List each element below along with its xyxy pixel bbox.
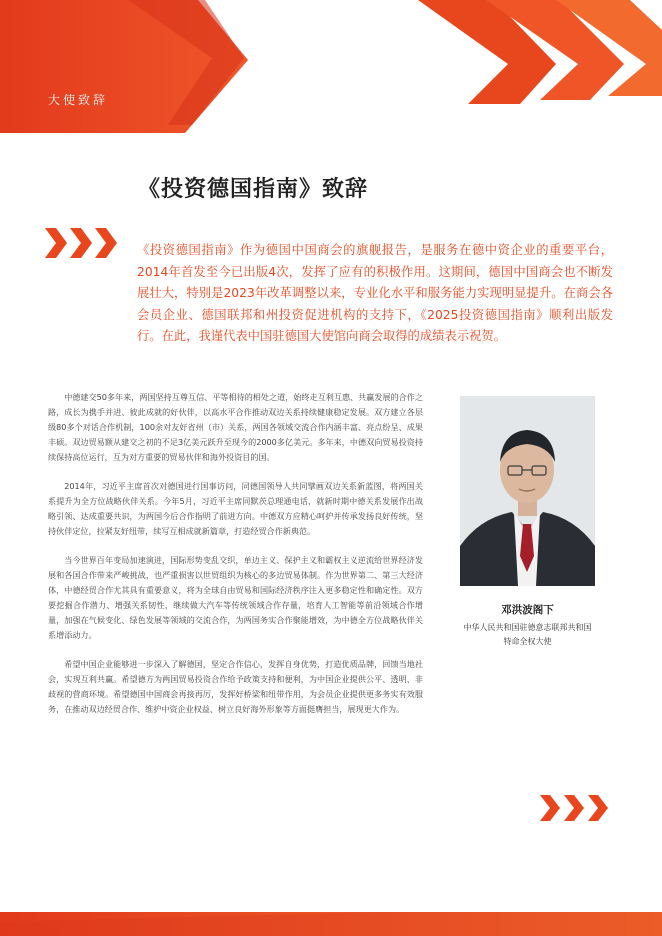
page-title: 《投资德国指南》致辞 [138, 177, 369, 202]
body-paragraph: 当今世界百年变局加速演进，国际形势变乱交织，单边主义、保护主义和霸权主义逆流给世界经济发展和各国合作带来严峻挑战，也严重损害以世贸组织为核心的多边贸易体制。作为世界第二、第三大经济体，中德经贸合作尤其具有重要意义，将为全球自由贸易和国际经济秩序注入更多稳定性和确定性。双方要挖掘合作潜力、增强关系韧性，继续做大汽车等传统领域合作存量，培育人工智能等前沿领域合作增量，加强在气候变化、绿色发展等领域的交流合作，为两国务实合作聚能增效，为中德全方位战略伙伴关系增添动力。 [48, 555, 423, 640]
body-paragraph: 中德建交50多年来，两国坚持互尊互信、平等相待的相处之道，始终走互利互惠、共赢发展的合作之路，成长为携手并进、彼此成就的好伙伴，以高水平合作推动双边关系持续健康稳定发展。双方建立各层级80多个对话合作机制，100余对友好省州（市）关系，两国各领域交流合作内涵丰富、亮点纷呈、成果丰硕。双边贸易额从建交之初的不足3亿美元跃升至现今的2000多亿美元。多年来，中德双向贸易投资持续保持高位运行，互为对方重要的贸易伙伴和海外投资目的国。 [48, 392, 423, 462]
ambassador-portrait [460, 396, 595, 586]
body-paragraph: 2014年，习近平主席首次对德国进行国事访问，同德国领导人共同擘画双边关系新蓝图，将两国关系提升为全方位战略伙伴关系。今年5月，习近平主席同默茨总理通电话，就新时期中德关系发展作出战略引领、达成重要共识，为两国今后合作指明了前进方向。中德双方应精心呵护并传承发扬良好传统，坚持伙伴定位，拉紧友好纽带，续写互相成就新篇章，打造经贸合作新典范。 [48, 481, 423, 536]
ambassador-title-line: 中华人民共和国驻德意志联邦共和国 [463, 623, 592, 632]
ambassador-name: 邓洪波阁下 [501, 604, 554, 616]
header-banner [0, 0, 662, 140]
chevron-arrows-icon [540, 795, 614, 821]
body-text [48, 390, 423, 731]
section-label: 大使致辞 [48, 93, 109, 107]
header-decoration [0, 0, 662, 140]
chevron-arrows-icon [45, 228, 125, 258]
body-paragraph: 希望中国企业能够进一步深入了解德国，坚定合作信心，发挥自身优势，打造优质品牌，回馈当地社会，实现互利共赢。希望德方为两国贸易投资合作给予政策支持和便利，为中国企业提供公平、透明、非歧视的营商环境。希望德国中国商会再接再厉，发挥好桥梁和纽带作用，为会员企业提供更多务实有效服务，在推动双边经贸合作、维护中资企业权益、树立良好海外形象等方面挺膺担当，展现更大作为。 [48, 659, 423, 714]
footer-band [0, 912, 662, 936]
ambassador-title [450, 621, 605, 649]
portrait-image [460, 396, 595, 586]
intro-paragraph: 《投资德国指南》作为德国中国商会的旗舰报告，是服务在德中资企业的重要平台，2014年首发至今已出版4次，发挥了应有的积极作用。这期间，德国中国商会也不断发展壮大，特别是2023年改革调整以来，专业化水平和服务能力实现明显提升。在商会各会员企业、德国联邦和州投资促进机构的支持下，《2025投资德国指南》顺利出版发行。在此，我谨代表中国驻德国大使馆向商会取得的成绩表示祝贺。 [137, 243, 613, 343]
ambassador-title-line: 特命全权大使 [503, 637, 552, 646]
